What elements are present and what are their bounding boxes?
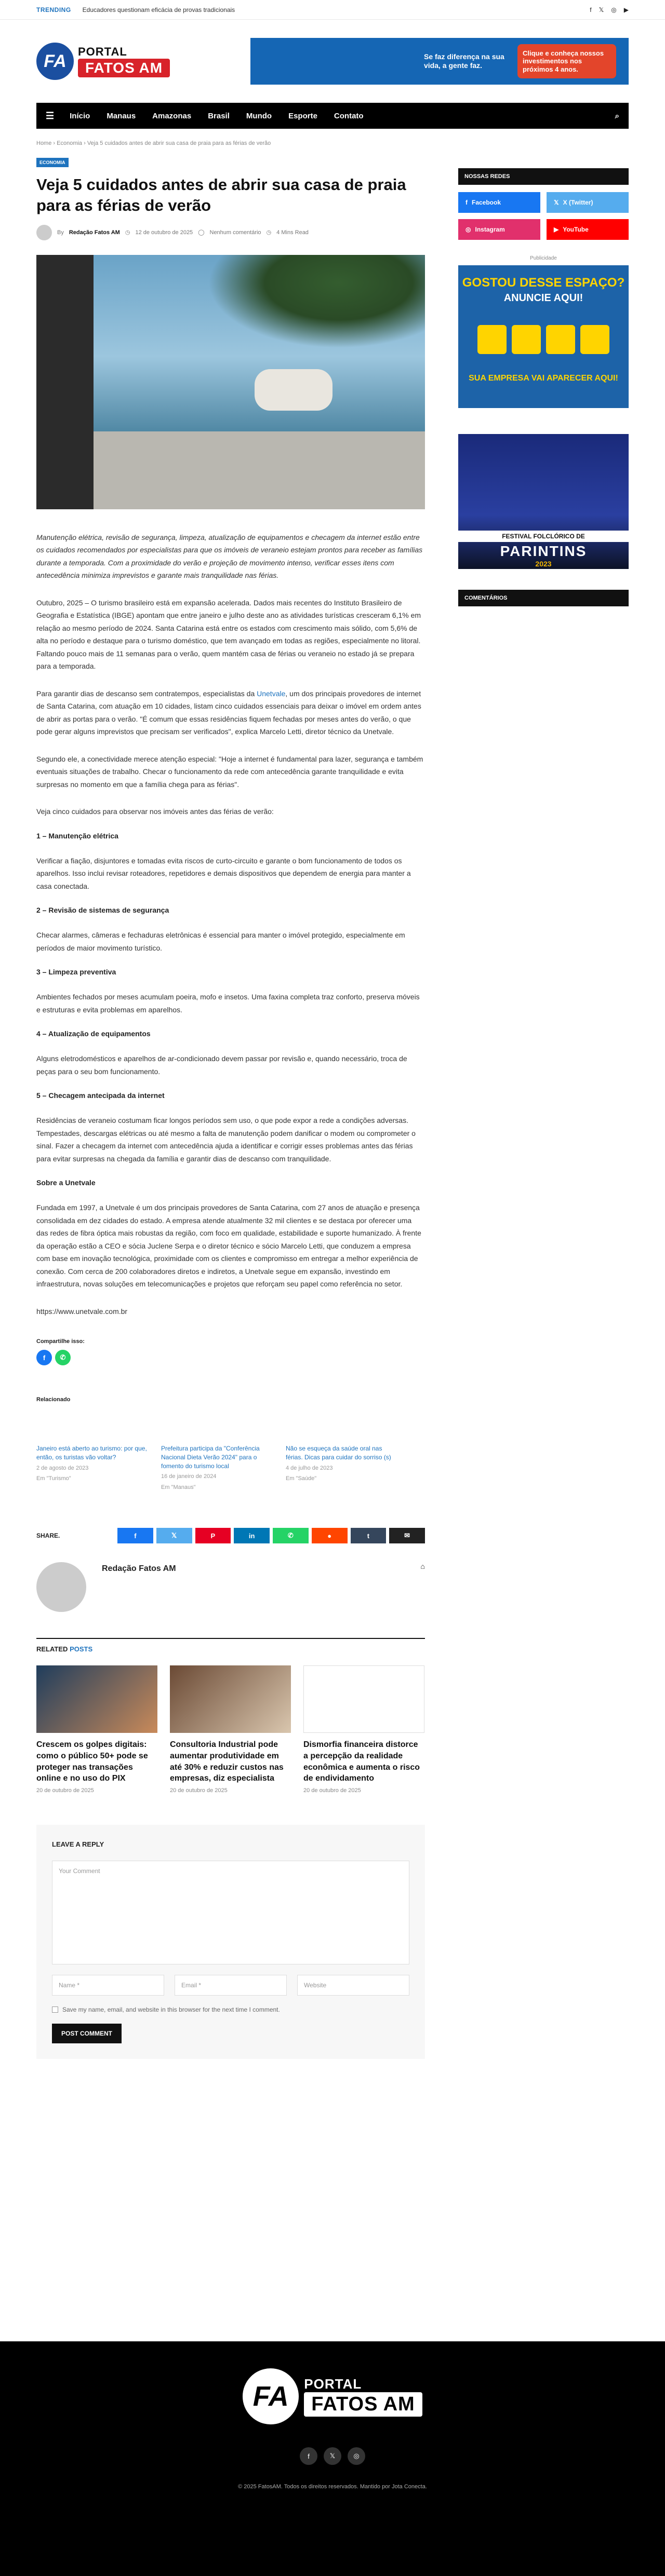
related-posts: [36, 1665, 425, 1793]
youtube-icon[interactable]: ▶: [623, 6, 629, 13]
article-paragraph: Segundo ele, a conectividade merece atenção especial: "Hoje a internet é fundamental para lazer, segurança e também eventuais situações de trabalho. Checar o funcionamento da rede com antecedência garante tranquilidade e evita surpresas no momento em que a família chega para as férias".: [36, 754, 423, 789]
related-inline-heading: Relacionado: [36, 1397, 71, 1403]
section-heading: 1 – Manutenção elétrica: [36, 831, 118, 840]
tumblr-icon[interactable]: t: [351, 1528, 387, 1543]
comment-heading: LEAVE A REPLY: [52, 1840, 104, 1848]
website-field[interactable]: Website: [297, 1975, 409, 1996]
x-icon[interactable]: 𝕏: [324, 2447, 341, 2465]
share-small-label: Compartilhe isso:: [36, 1338, 85, 1345]
featured-image: [36, 255, 425, 509]
sidebar-social-heading: NOSSAS REDES: [458, 168, 629, 185]
home-icon[interactable]: ⌂: [420, 1562, 425, 1571]
related-inline-item[interactable]: Não se esqueça da saúde oral nas férias. Dicas para cuidar do sorriso (s) 4 de julho de 2023 Em "Saúde": [286, 1445, 391, 1482]
sidebar-ad-advertise[interactable]: GOSTOU DESSE ESPAÇO? ANUNCIE AQUI! SUA EMPRESA VAI APARECER AQUI!: [458, 265, 629, 408]
sidebar-x-button[interactable]: 𝕏 X (Twitter): [547, 192, 629, 213]
banner-text-cta: Clique e conheça nossos investimentos nos próximos 4 anos.: [517, 44, 616, 79]
nav-item-esporte[interactable]: Esporte: [288, 111, 317, 120]
facebook-icon[interactable]: f: [117, 1528, 153, 1543]
sidebar-facebook-button[interactable]: f Facebook: [458, 192, 540, 213]
related-posts-heading: RELATED POSTS: [36, 1638, 425, 1653]
article-paragraph: Residências de veraneio costumam ficar longos períodos sem uso, o que pode expor a rede a condições adversas. Tempestades, descargas elétricas ou até mesmo a falta de manutenção podem danificar o modem ou comprometer o sinal. Fazer a checagem da internet com antecedência ajuda a identificar e corrigir esses problemas antes das férias para evitar surpresas na chegada da família e garantir dias de descanso com tranquilidade.: [36, 1116, 416, 1163]
category-badge[interactable]: ECONOMIA: [36, 158, 69, 167]
website-url: https://www.unetvale.com.br: [36, 1307, 128, 1316]
nav-item-amazonas[interactable]: Amazonas: [152, 111, 192, 120]
sidebar: [458, 129, 629, 2059]
logo-top-text: PORTAL: [78, 45, 127, 58]
top-social-icons: [590, 6, 629, 13]
breadcrumb-current: Veja 5 cuidados antes de abrir sua casa de praia para as férias de verão: [87, 140, 271, 146]
logo-badge: FA: [36, 43, 74, 80]
related-inline-item[interactable]: Janeiro está aberto ao turismo: por que, então, os turistas vão voltar? 2 de agosto de 2023 Em "Turismo": [36, 1445, 147, 1482]
article-paragraph: Checar alarmes, câmeras e fechaduras eletrônicas é essencial para manter o imóvel protegido, especialmente em períodos de maior movimento turístico.: [36, 931, 405, 952]
comments-count[interactable]: Nenhum comentário: [209, 229, 261, 236]
x-icon: 𝕏: [554, 199, 559, 206]
sidebar-comments-heading: COMENTÁRIOS: [458, 590, 629, 606]
article-meta: [36, 225, 425, 240]
comment-icon: ◯: [198, 229, 205, 236]
article-paragraph: Para garantir dias de descanso sem contratempos, especialistas da Unetvale, um dos principais provedores de internet de Santa Catarina, com atuação em 10 cidades, listam cinco cuidados essenciais para deixar o imóvel em ordem antes de abrir as portas para o verão. "É comum que essas residências fiquem fechadas por meses antes do verão, o que pode gerar alguns imprevistos que precisam ser verificados", explica Marcelo Letti, diretor técnico da Unetvale.: [36, 689, 421, 736]
nav-item-contato[interactable]: Contato: [334, 111, 364, 120]
header-banner-ad[interactable]: [250, 38, 629, 85]
comment-textarea[interactable]: Your Comment: [52, 1861, 409, 1964]
author-box: [36, 1562, 425, 1612]
article-paragraph: Verificar a fiação, disjuntores e tomadas evita riscos de curto-circuito e garante o bom funcionamento de todos os aparelhos. Isso inclui revisar roteadores, repetidores e demais dispositivos que dependem de energia para manter a casa conectada.: [36, 856, 411, 890]
trending-ticker-link[interactable]: Educadores questionam eficácia de provas tradicionais: [82, 6, 235, 13]
banner-text-primary: Se faz diferença na sua vida, a gente faz.: [424, 52, 504, 70]
author-name[interactable]: Redação Fatos AM: [69, 229, 120, 236]
article-paragraph: Fundada em 1997, a Unetvale é um dos principais provedores de Santa Catarina, com 27 anos de atuação e presença consolidada em dez cidades do estado. A empresa atende atualmente 32 mil clientes e se destaca por oferecer uma das redes de fibra óptica mais robustas da região, com foco em qualidade, estabilidade e suporte humanizado. À frente da operação estão a CEO e sócia Juclene Serpa e o diretor técnico e sócio Marcelo Letti, que conduzem a empresa com base em inovação tecnológica, proximidade com os clientes e compromisso em entregar a melhor experiência de conexão. Com cerca de 200 colaboradores diretos e indiretos, a Unetvale segue em expansão, investindo em infraestrutura, novas soluções em telecomunicações e projetos que reforçam seu papel como referência no setor.: [36, 1203, 421, 1289]
section-heading: 5 – Checagem antecipada da internet: [36, 1091, 165, 1100]
facebook-icon[interactable]: f: [590, 6, 592, 13]
main-nav: [36, 103, 629, 129]
article-title: Veja 5 cuidados antes de abrir sua casa de praia para as férias de verão: [36, 175, 406, 215]
breadcrumb-home[interactable]: Home: [36, 140, 52, 146]
article-paragraph: Ambientes fechados por meses acumulam poeira, mofo e insetos. Uma faxina completa traz conforto, preserva móveis e estruturas e evita problemas em aparelhos.: [36, 993, 420, 1014]
breadcrumb-category[interactable]: Economia: [57, 140, 83, 146]
email-icon[interactable]: ✉: [389, 1528, 425, 1543]
youtube-icon: ▶: [554, 226, 559, 233]
share-bar: [36, 1528, 425, 1543]
section-heading: 2 – Revisão de sistemas de segurança: [36, 906, 169, 915]
article-content: [36, 129, 425, 2059]
search-icon[interactable]: ⌕: [615, 111, 619, 120]
related-post-image: [170, 1665, 291, 1733]
reddit-icon[interactable]: ●: [312, 1528, 348, 1543]
article-paragraph: Alguns eletrodomésticos e aparelhos de ar-condicionado devem passar por revisão e, quando necessário, troca de peças para o seu bom funcionamento.: [36, 1054, 407, 1076]
advertising-label: Publicidade: [530, 255, 557, 261]
email-field[interactable]: Email *: [175, 1975, 287, 1996]
sidebar-youtube-button[interactable]: ▶ YouTube: [547, 219, 629, 240]
related-inline-list: [36, 1444, 425, 1492]
section-heading: Sobre a Unetvale: [36, 1178, 96, 1187]
linkedin-icon[interactable]: in: [234, 1528, 270, 1543]
related-post-image: [303, 1665, 424, 1733]
section-heading: 3 – Limpeza preventiva: [36, 968, 116, 977]
related-post[interactable]: Crescem os golpes digitais: como o público 50+ pode se proteger nas transações online e no uso do PIX 20 de outubro de 2025: [36, 1665, 157, 1793]
clock-icon: ◷: [125, 229, 130, 236]
pinterest-icon[interactable]: P: [195, 1528, 231, 1543]
footer-logo[interactable]: FA PORTAL FATOS AM: [243, 2368, 422, 2424]
share-label: SHARE.: [36, 1532, 60, 1540]
trending-label: TRENDING: [36, 6, 71, 13]
save-info-checkbox[interactable]: [52, 2006, 58, 2013]
sidebar-ad-parintins[interactable]: FESTIVAL FOLCLÓRICO DE PARINTINS 2023: [458, 434, 629, 569]
comment-form: [36, 1825, 425, 2059]
facebook-icon[interactable]: f: [36, 1350, 52, 1365]
site-footer: [0, 2341, 665, 2576]
facebook-icon[interactable]: f: [300, 2447, 317, 2465]
nav-item-brasil[interactable]: Brasil: [208, 111, 230, 120]
author-avatar-large[interactable]: [36, 1562, 86, 1612]
instagram-icon[interactable]: ◎: [611, 6, 617, 13]
save-info-label: Save my name, email, and website in this browser for the next time I comment.: [62, 2005, 280, 2013]
read-time: 4 Mins Read: [276, 229, 309, 236]
name-field[interactable]: Name *: [52, 1975, 164, 1996]
related-post-image: [36, 1665, 157, 1733]
author-box-name[interactable]: Redação Fatos AM: [102, 1564, 176, 1574]
menu-icon[interactable]: ☰: [46, 110, 55, 121]
post-comment-button[interactable]: POST COMMENT: [52, 2024, 122, 2043]
site-header: [0, 20, 665, 103]
x-icon[interactable]: 𝕏: [156, 1528, 192, 1543]
instagram-icon[interactable]: ◎: [348, 2447, 365, 2465]
facebook-icon: f: [466, 199, 468, 206]
whatsapp-icon[interactable]: ✆: [273, 1528, 309, 1543]
breadcrumb: Home › Economia › Veja 5 cuidados antes de abrir sua casa de praia para as férias de verão: [36, 140, 271, 146]
author-avatar[interactable]: [36, 225, 52, 240]
x-icon[interactable]: 𝕏: [598, 6, 604, 13]
related-post[interactable]: Consultoria Industrial pode aumentar produtividade em até 30% e reduzir custos nas empresas, diz especialista 20 de outubro de 2025: [170, 1665, 291, 1793]
top-bar: [0, 0, 665, 20]
nav-item-inicio[interactable]: Início: [70, 111, 90, 120]
site-logo[interactable]: [36, 43, 170, 80]
sidebar-instagram-button[interactable]: ◎ Instagram: [458, 219, 540, 240]
article-lead: Manutenção elétrica, revisão de segurança, limpeza, atualização de equipamentos e checagem da internet estão entre os cuidados recomendados por especialistas para que os imóveis de veraneio estejam prontos para receber as famílias durante a temporada. Com a proximidade do verão e projeção de movimento intenso, verificar esses itens com antecedência minimiza imprevistos e garante mais tranquilidade nas férias.: [36, 533, 423, 580]
read-icon: ◷: [266, 229, 272, 236]
unetvale-link[interactable]: Unetvale: [257, 689, 286, 698]
instagram-icon: ◎: [466, 226, 471, 233]
copyright: © 2025 FatosAM. Todos os direitos reservados. Mantido por Jota Conecta.: [238, 2484, 427, 2490]
nav-item-mundo[interactable]: Mundo: [246, 111, 272, 120]
save-info-row: [52, 2006, 409, 2013]
article-date: 12 de outubro de 2025: [135, 229, 193, 236]
logo-bottom-text: FATOS AM: [78, 59, 170, 77]
by-label: By: [57, 229, 64, 236]
article-paragraph: Outubro, 2025 – O turismo brasileiro está em expansão acelerada. Dados mais recentes do Instituto Brasileiro de Geografia e Estatística (IBGE) apontam que entre janeiro e julho deste ano as atividades turísticas cresceram 6,1% em relação ao mesmo período de 2024. Santa Catarina está entre os estados com crescimento mais sólido, com 5,6% de alta no período e destaque para o turismo doméstico, que tem avançado em todas as regiões, especialmente no litoral. Faltando pouco mais de 11 semanas para o verão, quem mantém casa de férias ou veraneio no estado já se prepara para a temporada.: [36, 598, 421, 671]
section-heading: 4 – Atualização de equipamentos: [36, 1029, 151, 1038]
article-paragraph: Veja cinco cuidados para observar nos imóveis antes das férias de verão:: [36, 807, 274, 816]
related-post[interactable]: Dismorfia financeira distorce a percepção da realidade econômica e aumenta o risco de endividamento 20 de outubro de 2025: [303, 1665, 424, 1793]
whatsapp-icon[interactable]: ✆: [55, 1350, 71, 1365]
nav-item-manaus[interactable]: Manaus: [107, 111, 136, 120]
related-inline-item[interactable]: Prefeitura participa da "Conferência Nacional Dieta Verão 2024" para o fomento do turismo local 16 de janeiro de 2024 Em "Manaus": [161, 1445, 260, 1490]
